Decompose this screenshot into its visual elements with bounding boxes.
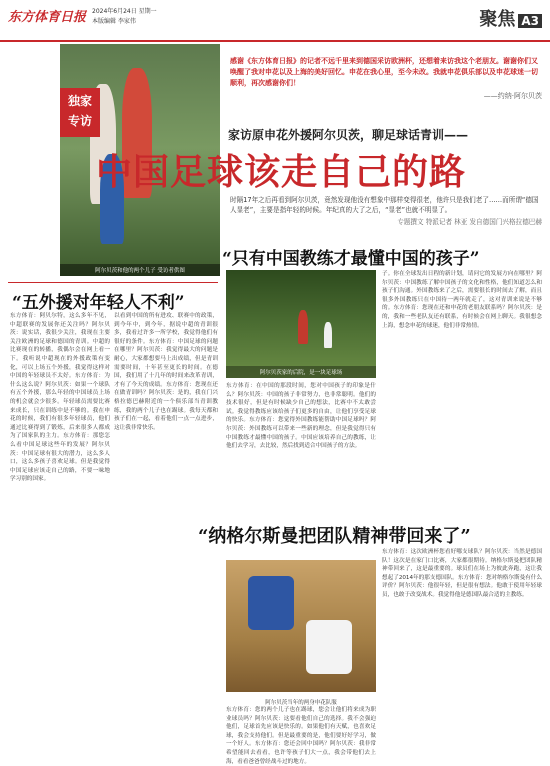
article-column-3: 东方体育：在中国的那段时间，您对中国孩子的印象是什么？阿尔贝茨：中国的孩子非常努力，也非常聪明。他们的技术很好，但是有时候缺少自己的想法，比赛中不太敢尝试。我觉得教练应该给孩子们更多的自由，让他们享受足球的快乐。东方体育：您觉得外国教练能帮助中国足球吗？阿尔贝茨：外国教练可以带来一些新的理念，但是我觉得只有中国教练才最懂中国的孩子。中国应该培养自己的教练，让他们去学习，去比较，然后找到适合中国孩子的方法。 [226, 383, 376, 450]
article-column-1: 东方体育：阿贝尔特，这么多年不见，中超联赛的发展你还关注吗？阿尔贝茨：说实话，我很少关注，我现在主要关注欧洲的足球和德国的青训。中超的比赛现在的转播，我偶尔会在网上看一下。我听说中超现在的外援政策有变化，可以上场五个外援，我觉得这样对中国的年轻球员不太好。东方体育：为什么这么说？阿尔贝茨：如果一个球队有五个外援，那么年轻的中国球员上场的机会就会少很多。年轻球员需要比赛来成长，只在训练中是不够的。我在申花的时候，我们有很多年轻球员，他们通过比赛得到了锻炼，后来很多人都成为了国家队的主力。东方体育：那您怎么看中国足球这些年的发展？阿尔贝茨：中国足球有很大的潜力，这么多人口，这么多孩子喜欢足球。但是我觉得中国足球应该走自己的路，不要一味地学习别的国家。 [10, 313, 110, 483]
badge-line2: 专访 [67, 114, 92, 128]
exclusive-badge [60, 88, 100, 137]
quote-text: 感谢《东方体育日报》的记者不远千里来到德国采访欧洲杯，还想着来访我这个老朋友。谢谢你们又唤醒了我对申花以及上海的美好回忆。申花在我心里，至今未改。我就申花俱乐部以及申花球迷一切顺利，再次感谢你们！ [230, 57, 538, 87]
article-column-5: 东方体育：这次欧洲杯您看好哪支球队？阿尔贝茨：当然是德国队！这次是在家门口比赛，大家都很期待。纳格尔斯曼把团队精神带回来了，这是最重要的。球员们在场上为彼此奔跑，这让我想起了2014年的那支德国队。东方体育：您对纳格尔斯曼有什么评价？阿尔贝茨：他很年轻，但是很有想法。他敢于使用年轻球员，也敢于改变战术。我觉得他是德国队最合适的主教练。 [382, 549, 542, 598]
child-player-figure [298, 310, 308, 344]
page-editor: 本版编辑 李家伟 [92, 18, 136, 25]
main-headline: 中国足球该走自己的路 [96, 151, 467, 193]
intro-text: 时隔17年之后再看到阿尔贝茨，竟然发现他没有想象中那样变得很老，他许只是我们老了……而所谓“德国人显老”，主要是指年轻的时候。年纪真的大了之后，“显老”也就不明显了。 [230, 196, 539, 214]
pull-quote [230, 56, 542, 102]
photo-caption: 阿尔贝茨和他的两个儿子 受访者供图 [60, 264, 220, 276]
header-info [92, 7, 157, 27]
quote-signature: ——约纳·阿尔贝茨 [483, 92, 542, 100]
article-column-4: 子。你在全球发出日程的新计划，请问它的发展方向在哪里？阿尔贝茨：中国教练了解中国孩子的文化和性格，他们知道怎么和孩子们沟通。外国教练来了之后，需要很长的时间去了解，而且很多外国教练只在中国待一两年就走了，这对青训来说是不够的。东方体育：您现在还和申花的老朋友联系吗？阿尔贝茨：是的，我和一些老队友还有联系，有时候会在网上聊天。我很想念上海，想念申花的球迷，他们非常热情。 [382, 271, 542, 329]
article-column-2: 以看到中国的所有进攻、联赛中的政策，到今年中，到今年，据说中超的青训很多，我看过许多一所学校，我觉得他们有很好的条件。东方体育：中国足球的问题在哪里？阿尔贝茨：我觉得最大的问题是耐心，大家都想要马上出成绩，但是青训需要时间，十年甚至更长的时间。在德国，我们用了十几年的时间来改革青训，才有了今天的成绩。东方体育：您现在还在做青训吗？阿尔贝茨：是的，我在门兴格拉德巴赫附近的一个俱乐部当青训教练，我的两个儿子也在踢球。我每天都和孩子们在一起，看着他们一点一点进步，这让我非常快乐。 [114, 313, 218, 431]
section-heading-bottom: “纳格尔斯曼把团队精神带回来了” [198, 526, 471, 547]
goalkeeper-figure [324, 322, 332, 348]
section-heading-left: “五外援对年轻人不利” [12, 293, 185, 313]
section-title [479, 5, 542, 31]
newspaper-logo: 东方体育日报 [8, 10, 87, 25]
badge-line1: 独家 [67, 94, 92, 108]
intro-paragraph [230, 195, 542, 227]
jerseys-photo [226, 560, 376, 706]
section-heading-mid: “只有中国教练才最懂中国的孩子” [222, 249, 480, 269]
issue-date: 2024年6月24日 星期一 [92, 8, 157, 15]
page-number: A3 [518, 14, 542, 28]
divider [8, 282, 218, 283]
byline: 专题撰文 特派记者 林亚 发自德国门兴格拉德巴赫 [397, 218, 542, 226]
photo-caption: 阿尔贝茨家的后院，是一块足球场 [226, 366, 376, 378]
article-column-6: 东方体育：您的两个儿子也在踢球，您会让他们将来成为职业球员吗？阿尔贝茨：这要看他们自己的选择。我不会强迫他们，足球首先应该是快乐的。如果他们有天赋，也喜欢足球，我会支持他们。但是最重要的是，他们要好好学习，做一个好人。东方体育：您还会回中国吗？阿尔贝茨：我非常希望能回去看看，也许等孩子们大一点，我会带他们去上海，看看爸爸曾经战斗过的地方。 [226, 707, 376, 765]
section-name: 聚焦 [479, 9, 516, 30]
jersey-shape-bottom [306, 620, 352, 674]
page-header [0, 0, 550, 42]
backyard-field-photo [226, 270, 376, 378]
subheadline: 家访原申花外援阿尔贝茨，聊足球话青训—— [228, 128, 469, 142]
photo-caption: 阿尔贝茨当年的两身申花队服 [265, 700, 337, 706]
jersey-shape-top [248, 576, 294, 630]
